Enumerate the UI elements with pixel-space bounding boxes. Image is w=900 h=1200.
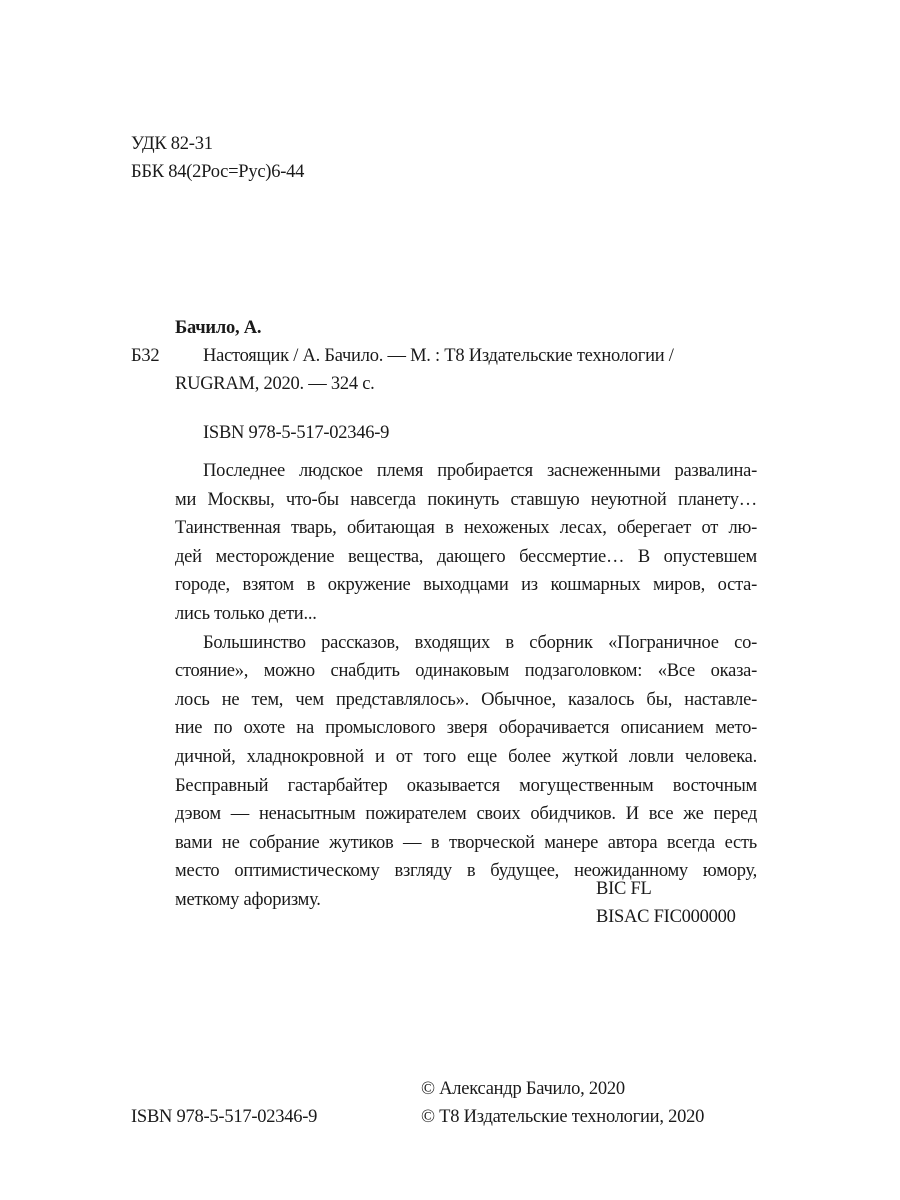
author-heading: Бачило, А. <box>175 318 262 338</box>
copyright-publisher: © Т8 Издательские технологии, 2020 <box>421 1107 705 1127</box>
annotation-line: ние по охоте на промыслового зверя оборачивается описанием мето- <box>175 718 757 739</box>
biblio-line-2: RUGRAM, 2020. — 324 с. <box>175 374 375 394</box>
annotation-line: лись только дети... <box>175 603 317 624</box>
call-number: Б32 <box>131 346 160 366</box>
isbn-record: ISBN 978-5-517-02346-9 <box>203 423 390 443</box>
annotation-line: городе, взятом в окружение выходцами из кошмарных миров, оста- <box>175 575 757 596</box>
annotation-line: место оптимистическому взгляду в будущее, неожиданному юмору, <box>175 861 757 882</box>
annotation-line: ми Москвы, что-бы навсегда покинуть ставшую неуютной планету… <box>175 489 757 510</box>
biblio-line-1: Настоящик / А. Бачило. — М. : Т8 Издательские технологии / <box>203 346 674 366</box>
annotation-line: дичной, хладнокровной и от того еще более жуткой ловли человека. <box>175 746 757 767</box>
annotation-line: дэвом — ненасытным пожирателем своих обидчиков. И все же перед <box>175 804 757 825</box>
annotation-line: вами не собрание жутиков — в творческой манере автора всегда есть <box>175 832 757 853</box>
annotation-line: лось не тем, чем представлялось». Обычное, казалось бы, наставле- <box>175 689 757 710</box>
annotation-line: Таинственная тварь, обитающая в нехоженых лесах, оберегает от лю- <box>175 518 757 539</box>
annotation-line: Большинство рассказов, входящих в сборник «Пограничное со- <box>203 632 757 653</box>
udk-code: УДК 82-31 <box>131 134 213 154</box>
bbk-code: ББК 84(2Рос=Рус)6-44 <box>131 162 305 182</box>
annotation-line: Последнее людское племя пробирается заснеженными развалина- <box>203 461 757 481</box>
isbn-bottom: ISBN 978-5-517-02346-9 <box>131 1107 318 1127</box>
bisac-code: BISAC FIC000000 <box>596 907 736 927</box>
annotation-line: дей месторождение вещества, дающего бессмертие… В опустевшем <box>175 546 757 567</box>
bic-code: BIC FL <box>596 879 652 899</box>
annotation-line: стояние», можно снабдить одинаковым подзаголовком: «Все оказа- <box>175 661 757 682</box>
annotation-text <box>175 457 757 915</box>
copyright-author: © Александр Бачило, 2020 <box>421 1079 625 1099</box>
annotation-line: Бесправный гастарбайтер оказывается могущественным восточным <box>175 775 757 796</box>
annotation-line: меткому афоризму. <box>175 889 321 910</box>
